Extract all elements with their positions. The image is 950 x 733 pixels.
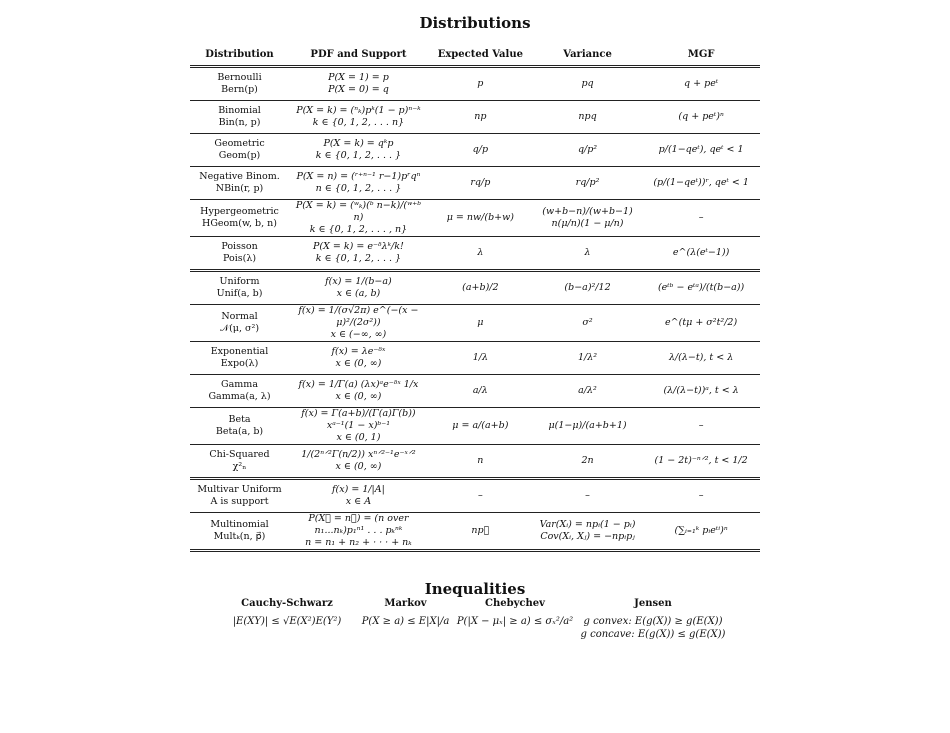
dist-name-cell-line: Exponential: [210, 346, 269, 357]
pdf-cell: [289, 200, 428, 237]
pdf-cell-line: x ∈ (0, ∞): [335, 461, 382, 472]
expected-value-cell: [428, 237, 533, 271]
ineq-formula: |E(XY)| ≤ √E(X²)E(Y²): [232, 616, 342, 627]
mgf-cell-line: q + peᵗ: [684, 78, 719, 89]
dist-name-cell: [190, 67, 289, 101]
pdf-cell: [289, 305, 428, 342]
variance-cell: [533, 513, 642, 551]
dist-name-cell: [190, 167, 289, 200]
expected-value-cell: [428, 342, 533, 375]
dist-name-cell-line: Bernoulli: [217, 72, 262, 83]
variance-cell-line: Var(Xᵢ) = npᵢ(1 − pᵢ): [539, 519, 636, 530]
dist-name-cell-line: Unif(a, b): [216, 288, 263, 299]
expected-value-cell: [428, 167, 533, 200]
variance-cell: [533, 167, 642, 200]
expected-value-cell: [428, 408, 533, 445]
dist-name-cell: [190, 271, 289, 305]
ineq-formula: g convex: E(g(X)) ≥ g(E(X)): [583, 616, 723, 627]
header-expected-value: Expected Value: [437, 48, 523, 60]
dist-name-cell-line: A is support: [210, 496, 269, 507]
ineq-name: Jensen: [634, 598, 672, 609]
dist-name-cell: [190, 237, 289, 271]
pdf-cell-line: f(x) = 1/|A|: [332, 484, 385, 495]
expected-value-cell-line: n: [477, 455, 484, 466]
pdf-cell-line: P(X = 0) = q: [328, 84, 389, 95]
variance-cell-line: rq/p²: [575, 177, 600, 188]
pdf-cell: [289, 513, 428, 551]
table-row: [190, 271, 760, 305]
ineq-markov: [358, 598, 453, 628]
pdf-cell-line: P(X⃗ = n⃗) = (n over n₁...nₖ)p₁ⁿ¹ . . . pₖⁿᵏ: [308, 513, 409, 536]
pdf-cell-line: k ∈ {0, 1, 2, . . . }: [315, 253, 402, 264]
dist-name-cell-line: Gamma(a, λ): [208, 391, 271, 402]
ineq-formula-2: g concave: E(g(X)) ≤ g(E(X)): [580, 629, 726, 640]
table-row: [190, 167, 760, 200]
dist-name-cell: [190, 445, 289, 479]
inequalities-title: Inequalities: [424, 580, 526, 598]
dist-name-cell-line: Beta(a, b): [215, 426, 264, 437]
pdf-cell: [289, 408, 428, 445]
pdf-cell-line: P(X = k) = (ʷₖ)(ᵇ n−k)/(ʷ⁺ᵇ n): [295, 200, 422, 223]
mgf-cell-line: p/(1−qeᵗ), qeᵗ < 1: [658, 144, 744, 155]
table-row: [190, 134, 760, 167]
pdf-cell-line: f(x) = 1/(b−a): [325, 276, 392, 287]
variance-cell: [533, 375, 642, 408]
table-row: [190, 67, 760, 101]
expected-value-cell-line: np: [474, 111, 487, 122]
dist-name-cell-line: Chi-Squared: [209, 449, 270, 460]
pdf-cell: [289, 271, 428, 305]
variance-cell-line: (w+b−n)/(w+b−1) n(μ/n)(1 − μ/n): [542, 206, 633, 229]
variance-cell: [533, 445, 642, 479]
pdf-cell-line: x ∈ (a, b): [336, 288, 381, 299]
dist-name-cell-line: Beta: [228, 414, 251, 425]
expected-value-cell-line: λ: [477, 247, 484, 258]
expected-value-cell: [428, 375, 533, 408]
expected-value-cell-line: μ = a/(a+b): [452, 420, 509, 431]
dist-name-cell-line: Multinomial: [210, 519, 269, 530]
pdf-cell-line: x ∈ (0, 1): [336, 432, 381, 443]
expected-value-cell: [428, 271, 533, 305]
mgf-cell: [642, 167, 760, 200]
ineq-jensen: [578, 598, 728, 641]
mgf-cell: [642, 479, 760, 513]
variance-cell: [533, 271, 642, 305]
pdf-cell-line: k ∈ {0, 1, 2, . . . , n}: [309, 224, 408, 235]
expected-value-cell: [428, 200, 533, 237]
dist-name-cell: [190, 342, 289, 375]
header-pdf: PDF and Support: [310, 48, 407, 60]
expected-value-cell-line: p: [477, 78, 484, 89]
mgf-cell-line: –: [698, 490, 704, 501]
mgf-cell-line: (1 − 2t)⁻ⁿᐟ², t < 1/2: [654, 455, 748, 466]
page-title: Distributions: [419, 14, 531, 32]
pdf-cell-line: n ∈ {0, 1, 2, . . . }: [315, 183, 402, 194]
expected-value-cell: [428, 445, 533, 479]
pdf-cell: [289, 342, 428, 375]
table-row: [190, 342, 760, 375]
dist-name-cell: [190, 101, 289, 134]
variance-cell: [533, 408, 642, 445]
pdf-cell-line: 1/(2ⁿᐟ²Γ(n/2)) xⁿᐟ²⁻¹e⁻ˣᐟ²: [301, 449, 416, 460]
dist-name-cell-line: HGeom(w, b, n): [202, 218, 277, 229]
dist-name-cell-line: NBin(r, p): [215, 183, 264, 194]
expected-value-cell-line: (a+b)/2: [462, 282, 499, 293]
mgf-cell-line: (λ/(λ−t))ᵃ, t < λ: [663, 385, 739, 396]
expected-value-cell-line: q/p: [472, 144, 489, 155]
mgf-cell: [642, 271, 760, 305]
ineq-chebychev: [455, 598, 575, 628]
mgf-cell: [642, 342, 760, 375]
mgf-cell: [642, 445, 760, 479]
expected-value-cell-line: rq/p: [470, 177, 491, 188]
mgf-cell-line: (q + peᵗ)ⁿ: [678, 111, 724, 122]
dist-name-cell: [190, 134, 289, 167]
pdf-cell: [289, 134, 428, 167]
table-row: [190, 237, 760, 271]
dist-name-cell-line: Binomial: [218, 105, 261, 116]
table-row: [190, 305, 760, 342]
dist-name-cell: [190, 305, 289, 342]
variance-cell: [533, 237, 642, 271]
table-row: [190, 479, 760, 513]
mgf-cell: [642, 237, 760, 271]
expected-value-cell: [428, 513, 533, 551]
pdf-cell-line: n = n₁ + n₂ + · · · + nₖ: [305, 537, 412, 548]
expected-value-cell: [428, 67, 533, 101]
pdf-cell-line: P(X = 1) = p: [328, 72, 389, 83]
pdf-cell-line: P(X = n) = (ʳ⁺ⁿ⁻¹ r−1)pʳqⁿ: [296, 171, 421, 182]
ineq-name: Chebychev: [485, 598, 545, 609]
pdf-cell: [289, 445, 428, 479]
dist-name-cell-line: Geometric: [214, 138, 265, 149]
dist-name-cell: [190, 200, 289, 237]
expected-value-cell-line: –: [477, 490, 483, 501]
variance-cell-line: –: [585, 490, 590, 501]
header-mgf: MGF: [687, 48, 715, 60]
mgf-cell: [642, 305, 760, 342]
dist-name-cell-line: Negative Binom.: [199, 171, 280, 182]
dist-name-cell-line: Expo(λ): [220, 358, 259, 369]
variance-cell: [533, 342, 642, 375]
pdf-cell-line: x ∈ (−∞, ∞): [330, 329, 387, 340]
variance-cell: [533, 67, 642, 101]
mgf-cell-line: –: [698, 212, 704, 223]
expected-value-cell-line: μ: [477, 317, 484, 328]
dist-name-cell-line: Bern(p): [221, 84, 258, 95]
table-row: [190, 101, 760, 134]
variance-cell: [533, 479, 642, 513]
ineq-formula: P(|X − μₓ| ≥ a) ≤ σₓ²/a²: [456, 616, 574, 627]
mgf-cell: [642, 67, 760, 101]
mgf-cell-line: e^(tμ + σ²t²/2): [665, 317, 738, 328]
dist-name-cell-line: Poisson: [221, 241, 258, 252]
mgf-cell-line: –: [698, 420, 704, 431]
pdf-cell-line: P(X = k) = e⁻ᵟλᵏ/k!: [313, 241, 404, 252]
mgf-cell: [642, 375, 760, 408]
variance-cell-line: Cov(Xᵢ, Xⱼ) = −npᵢpⱼ: [540, 531, 635, 542]
pdf-cell-line: x ∈ (0, ∞): [335, 358, 382, 369]
ineq-name: Cauchy-Schwarz: [241, 598, 333, 609]
ineq-name: Markov: [384, 598, 427, 609]
pdf-cell-line: P(X = k) = (ⁿₖ)pᵏ(1 − p)ⁿ⁻ᵏ: [296, 105, 421, 116]
variance-cell-line: 2n: [581, 455, 594, 466]
variance-cell-line: a/λ²: [578, 385, 597, 396]
header-distribution: Distribution: [205, 48, 274, 60]
dist-name-cell-line: χ²ₙ: [232, 461, 247, 472]
ineq-cauchy-schwarz: [222, 598, 352, 628]
pdf-cell: [289, 67, 428, 101]
variance-cell-line: 1/λ²: [577, 352, 598, 363]
variance-cell-line: σ²: [582, 317, 593, 328]
variance-cell-line: pq: [581, 78, 594, 89]
variance-cell: [533, 101, 642, 134]
mgf-cell-line: e^(λ(eᵗ−1)): [672, 247, 730, 258]
dist-name-cell-line: Gamma: [221, 379, 258, 390]
pdf-cell-line: k ∈ {0, 1, 2, . . . n}: [312, 117, 405, 128]
pdf-cell-line: f(x) = 1/Γ(a) (λx)ᵃe⁻ᵟˣ 1/x: [298, 379, 419, 390]
variance-cell-line: μ(1−μ)/(a+b+1): [548, 420, 627, 431]
pdf-cell: [289, 101, 428, 134]
dist-name-cell-line: Bin(n, p): [218, 117, 261, 128]
expected-value-cell-line: 1/λ: [472, 352, 488, 363]
variance-cell: [533, 134, 642, 167]
pdf-cell: [289, 375, 428, 408]
mgf-cell: [642, 101, 760, 134]
dist-name-cell: [190, 375, 289, 408]
dist-name-cell-line: Pois(λ): [222, 253, 257, 264]
dist-name-cell-line: 𝒩(μ, σ²): [220, 323, 260, 334]
pdf-cell: [289, 237, 428, 271]
expected-value-cell: [428, 479, 533, 513]
expected-value-cell-line: np⃗: [471, 525, 490, 536]
ineq-formula: P(X ≥ a) ≤ E|X|/a: [361, 616, 450, 627]
mgf-cell-line: λ/(λ−t), t < λ: [668, 352, 734, 363]
mgf-cell: [642, 513, 760, 551]
table-row: [190, 408, 760, 445]
variance-cell-line: npq: [578, 111, 597, 122]
expected-value-cell: [428, 101, 533, 134]
dist-name-cell-line: Multₖ(n, p⃗): [213, 531, 266, 542]
table-row: [190, 513, 760, 551]
expected-value-cell: [428, 134, 533, 167]
variance-cell: [533, 305, 642, 342]
variance-cell-line: (b−a)²/12: [564, 282, 611, 293]
header-variance: Variance: [563, 48, 612, 60]
variance-cell: [533, 200, 642, 237]
dist-name-cell-line: Uniform: [219, 276, 260, 287]
variance-cell-line: q/p²: [577, 144, 598, 155]
table-row: [190, 375, 760, 408]
pdf-cell-line: f(x) = Γ(a+b)/(Γ(a)Γ(b)) xᵃ⁻¹(1 − x)ᵇ⁻¹: [301, 408, 416, 431]
mgf-cell-line: (p/(1−qeᵗ))ʳ, qeᵗ < 1: [653, 177, 749, 188]
dist-name-cell-line: Hypergeometric: [200, 206, 279, 217]
table-row: [190, 200, 760, 237]
expected-value-cell-line: a/λ: [472, 385, 488, 396]
mgf-cell: [642, 200, 760, 237]
distributions-table: [190, 43, 760, 552]
table-header-row: [190, 43, 760, 67]
pdf-cell-line: f(x) = λe⁻ᵟˣ: [331, 346, 386, 357]
dist-name-cell-line: Geom(p): [218, 150, 261, 161]
pdf-cell-line: P(X = k) = qᵏp: [323, 138, 394, 149]
variance-cell-line: λ: [584, 247, 591, 258]
pdf-cell-line: x ∈ A: [345, 496, 372, 507]
dist-name-cell: [190, 479, 289, 513]
table-row: [190, 445, 760, 479]
mgf-cell: [642, 134, 760, 167]
expected-value-cell-line: μ = nw/(b+w): [446, 212, 514, 223]
mgf-cell-line: (∑ᵢ₌₁ᵏ pᵢeᵗⁱ)ⁿ: [674, 525, 728, 536]
pdf-cell-line: f(x) = 1/(σ√2π) e^(−(x − μ)²/(2σ²)): [298, 305, 419, 328]
dist-name-cell-line: Normal: [221, 311, 258, 322]
pdf-cell: [289, 479, 428, 513]
dist-name-cell: [190, 513, 289, 551]
mgf-cell-line: (eᵗᵇ − eᵗᵃ)/(t(b−a)): [657, 282, 745, 293]
dist-name-cell-line: Multivar Uniform: [197, 484, 282, 495]
pdf-cell-line: k ∈ {0, 1, 2, . . . }: [315, 150, 402, 161]
mgf-cell: [642, 408, 760, 445]
pdf-cell: [289, 167, 428, 200]
expected-value-cell: [428, 305, 533, 342]
dist-name-cell: [190, 408, 289, 445]
pdf-cell-line: x ∈ (0, ∞): [335, 391, 382, 402]
